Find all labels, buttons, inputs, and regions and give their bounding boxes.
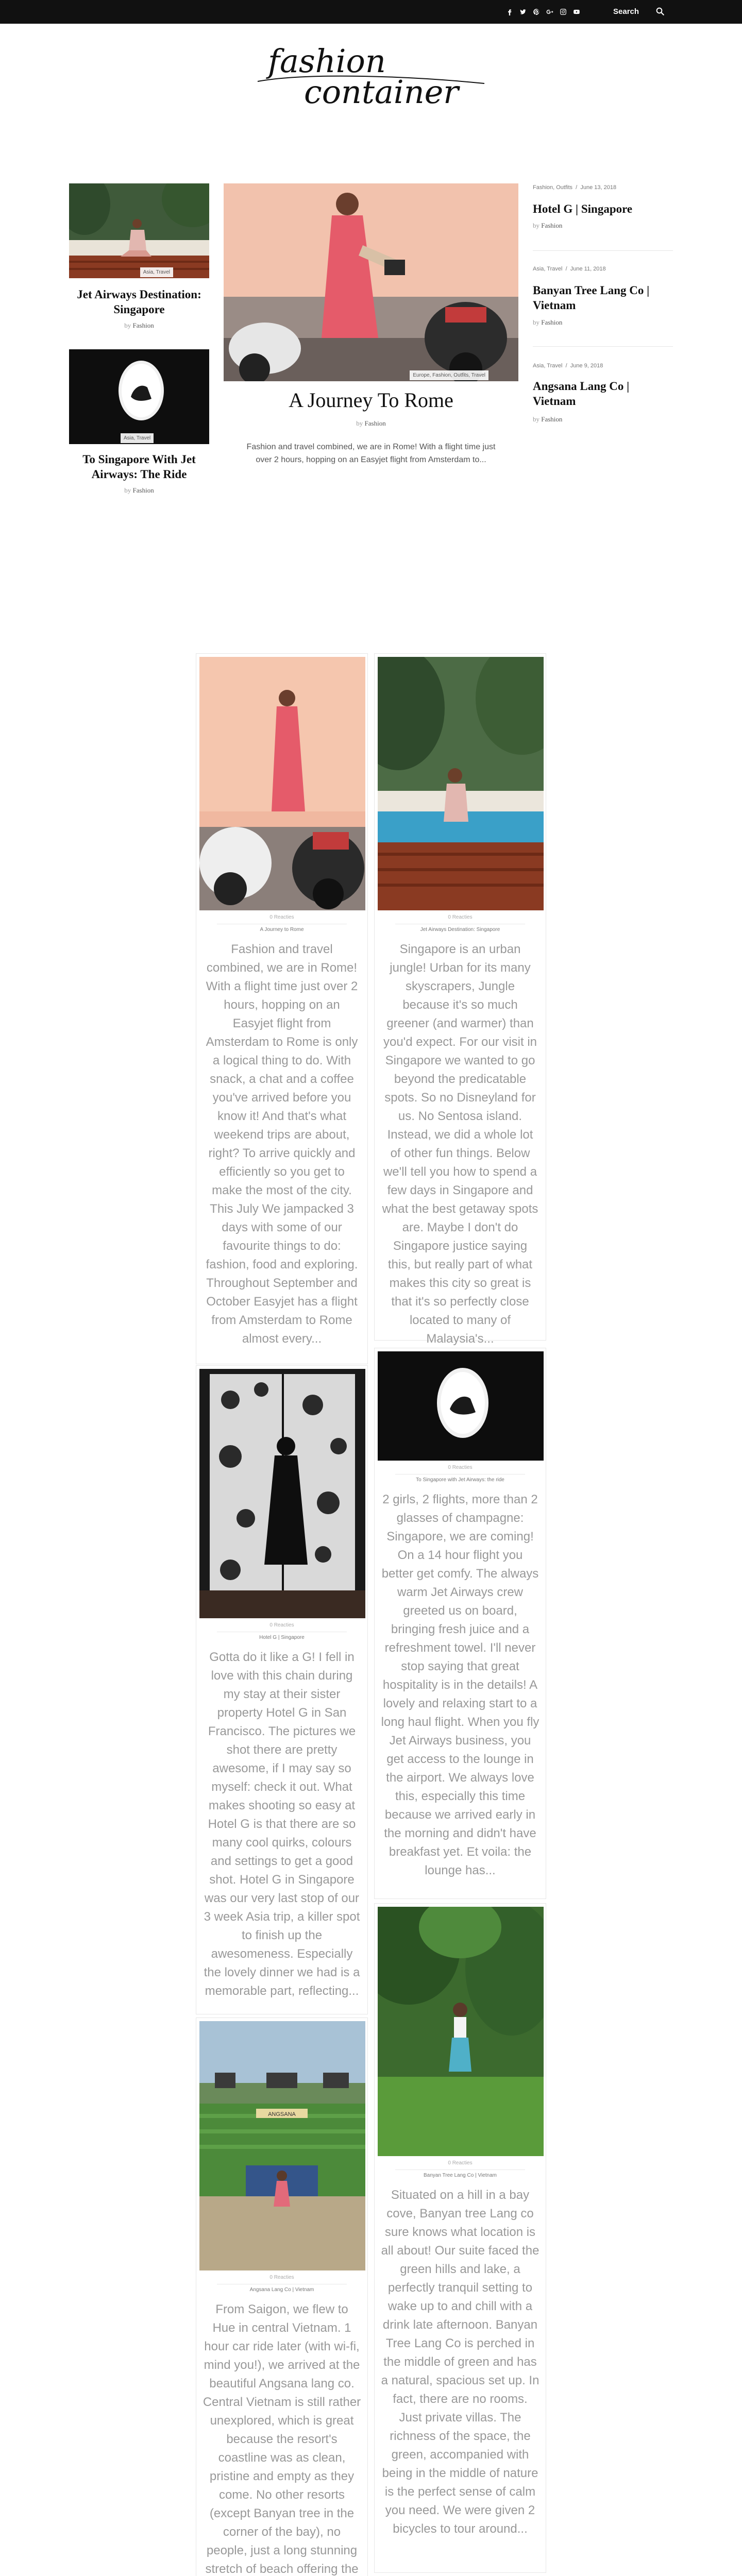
divider [395,1474,525,1475]
author-name[interactable]: Fashion [132,486,154,494]
card-image[interactable] [378,1351,544,1461]
card-excerpt: Singapore is an urban jungle! Urban for its many skyscrapers, Jungle because it's so much greener (and warmer) than you'd expect. For our visit in Singapore we wanted to go beyond the predicatable spots. So no Disneyland for us. No Sentosa island. Instead, we did a whole lot of other fun things. Below we'll tell you how to spend a few days in Singapore and what the best getaway spots are. Maybe I don't do Singapore justice saying this, but really part of what makes this city so great is that it's so perfectly close located to many of Malaysia's... [382,942,538,1346]
byline-by: by [533,415,539,423]
featured-center-image[interactable] [224,183,518,381]
rome-scooters-photo [199,657,365,910]
site-logo[interactable] [247,36,495,113]
card-image[interactable] [199,657,365,910]
pinterest-icon[interactable] [532,7,541,16]
post-categories[interactable]: Fashion, Outfits [533,184,573,191]
post-categories[interactable]: Asia, Travel [533,266,563,272]
byline-by: by [533,222,539,229]
card-excerpt: Gotta do it like a G! I fell in love with this chain during my stay at their sister property Hotel G in San Francisco. The pictures we shot there are pretty awesome, if I may say so myself: check it out. What makes shooting so easy at Hotel G is that there are so many cool quirks, colours and settings to get a good shot. Hotel G in Singapore was our very last stop of our 3 week Asia trip, a killer spot to finish up the awesomeness. Especially the lovely dinner we had is a memorable part, reflecting... [204,1650,360,1998]
right-post-3-byline [533,415,562,423]
card-title[interactable]: Hotel G | Singapore [259,1635,305,1640]
youtube-icon[interactable] [572,7,581,16]
category-tag[interactable]: Asia, Travel [140,267,173,277]
post-date: June 13, 2018 [580,184,617,191]
grid-card-jet-airways-ride[interactable] [374,1348,546,1899]
post-date: June 9, 2018 [570,363,603,369]
card-category[interactable]: 0 Reacties [448,1465,473,1470]
card-image[interactable] [378,1907,544,2156]
byline-by: by [124,321,131,329]
grid-card-angsana[interactable] [196,2018,368,2576]
author-name[interactable]: Fashion [541,318,563,326]
card-image[interactable] [199,1369,365,1618]
card-title[interactable]: To Singapore with Jet Airways: the ride [416,1477,504,1483]
right-post-2-byline [533,318,562,327]
grid-card-banyan-tree[interactable] [374,1903,546,2573]
search-label[interactable]: Search [613,7,639,16]
pool-photo [69,183,209,278]
card-category[interactable]: 0 Reacties [448,2160,473,2166]
featured-left-top-image[interactable] [69,183,209,278]
right-post-2-meta: Asia, Travel / June 11, 2018 [533,266,606,272]
featured-center-excerpt: Fashion and travel combined, we are in Rome! With a flight time just over 2 hours, hopping on an Easyjet flight from Amsterdam to... [246,443,496,464]
card-category[interactable]: 0 Reacties [269,914,294,920]
logo-text-fashion: fashion [268,42,386,80]
category-tag[interactable]: Asia, Travel [121,433,154,443]
author-name[interactable]: Fashion [541,222,563,229]
airplane-window-photo [69,349,209,444]
hotel-g-window-photo [199,1369,365,1618]
right-post-1-byline [533,222,562,230]
banyan-tree-photo [378,1907,544,2156]
card-title[interactable]: A Journey to Rome [260,927,304,933]
post-date: June 11, 2018 [570,266,606,272]
card-category[interactable]: 0 Reacties [448,914,473,920]
airplane-window-photo [378,1351,544,1461]
author-name[interactable]: Fashion [541,415,563,423]
card-title[interactable]: Jet Airways Destination: Singapore [420,927,500,933]
post-categories[interactable]: Asia, Travel [533,363,563,369]
featured-left-top-byline [69,321,209,330]
card-excerpt: From Saigon, we flew to Hue in central Vietnam. 1 hour car ride later (with wi-fi, mind you!), we arrived at the beautiful Angsana lang co. Central Vietnam is still rather unexplored, which is great because the resort's coastline was as clean, pristine and empty as they come. No other resorts (except Banyan tree in the corner of the bay), no people, just a long stunning stretch of beach offering the [203,2302,361,2576]
divider [533,250,673,251]
divider [533,346,673,347]
byline-by: by [533,318,539,326]
featured-left-top-title[interactable]: Jet Airways Destination: Singapore [77,288,201,316]
featured-center-byline [224,419,518,428]
instagram-icon[interactable] [559,7,568,16]
search-icon[interactable] [655,7,665,16]
card-category[interactable]: 0 Reacties [269,2275,294,2280]
right-post-2-title[interactable]: Banyan Tree Lang Co | Vietnam [533,284,650,312]
right-post-1-title[interactable]: Hotel G | Singapore [533,202,633,215]
featured-left-bottom-image[interactable] [69,349,209,444]
right-post-3-meta: Asia, Travel / June 9, 2018 [533,363,603,369]
top-bar [0,0,742,24]
grid-card-rome[interactable] [196,653,368,1364]
category-tag[interactable]: Europe, Fashion, Outfits, Travel [410,370,488,380]
sign-text: ANGSANA [268,2111,296,2117]
card-category[interactable]: 0 Reacties [269,1622,294,1628]
rome-scooters-photo [224,183,518,381]
card-excerpt: Fashion and travel combined, we are in Rome! With a flight time just over 2 hours, hopping on an Easyjet flight from Amsterdam to Rome is only a logical thing to do. With snack, a chat and a coffee you've arrived before you know it! And that's what weekend trips are about, right? To arrive quickly and efficiently so you get to make the most of the city. This July We jampacked 3 days with some of our favourite things to do: fashion, food and exploring. Throughout September and October Easyjet has a flight from Amsterdam to Rome almost every... [206,942,358,1346]
card-title[interactable]: Banyan Tree Lang Co | Vietnam [424,2173,497,2178]
angsana-resort-photo [199,2021,365,2270]
social-links [505,7,581,16]
card-title[interactable]: Angsana Lang Co | Vietnam [249,2287,314,2293]
grid-card-singapore[interactable] [374,653,546,1346]
facebook-icon[interactable] [505,7,514,16]
twitter-icon[interactable] [518,7,528,16]
card-excerpt: 2 girls, 2 flights, more than 2 glasses of champagne: Singapore, we are coming! On a 14 hour flight you better get comfy. The always warm Jet Airways crew greeted us on board, bringing fresh juice and a refreshment towel. I'll never stop saying that great hospitality is in the details! A lovely and relaxing start to a long haul flight. When you fly Jet Airways business, you get access to the lounge in the airport. We always love this, especially this time because we arrived early in the morning and didn't have breakfast yet. Et voila: the lounge has... [381,1493,539,1877]
card-excerpt: Situated on a hill in a bay cove, Banyan tree Lang co sure knows what location is all about! Our suite faced the green hills and lake, a perfectly tranquil setting to wake up to and chill with a drink late afternoon. Banyan Tree Lang Co is perched in the middle of green and has a natural, spacious set up. In fact, there are no rooms. Just private villas. The richness of the space, the green, accompanied with being in the middle of nature is the perfect sense of calm you need. We were given 2 bicycles to tour around... [381,2188,539,2536]
card-image[interactable] [378,657,544,910]
google-plus-icon[interactable] [545,7,554,16]
featured-left-bottom-byline [69,486,209,495]
featured-left-bottom-title[interactable]: To Singapore With Jet Airways: The Ride [82,453,196,481]
pool-photo [378,657,544,910]
byline-by: by [356,419,363,427]
featured-center-title[interactable]: A Journey To Rome [289,388,453,412]
card-image[interactable] [199,2021,365,2270]
logo-text-container: container [304,73,459,111]
author-name[interactable]: Fashion [132,321,154,329]
author-name[interactable]: Fashion [364,419,386,427]
grid-card-hotel-g[interactable] [196,1365,368,2014]
byline-by: by [124,486,131,494]
right-post-1-meta: Fashion, Outfits / June 13, 2018 [533,184,617,191]
right-post-3-title[interactable]: Angsana Lang Co | Vietnam [533,380,630,408]
